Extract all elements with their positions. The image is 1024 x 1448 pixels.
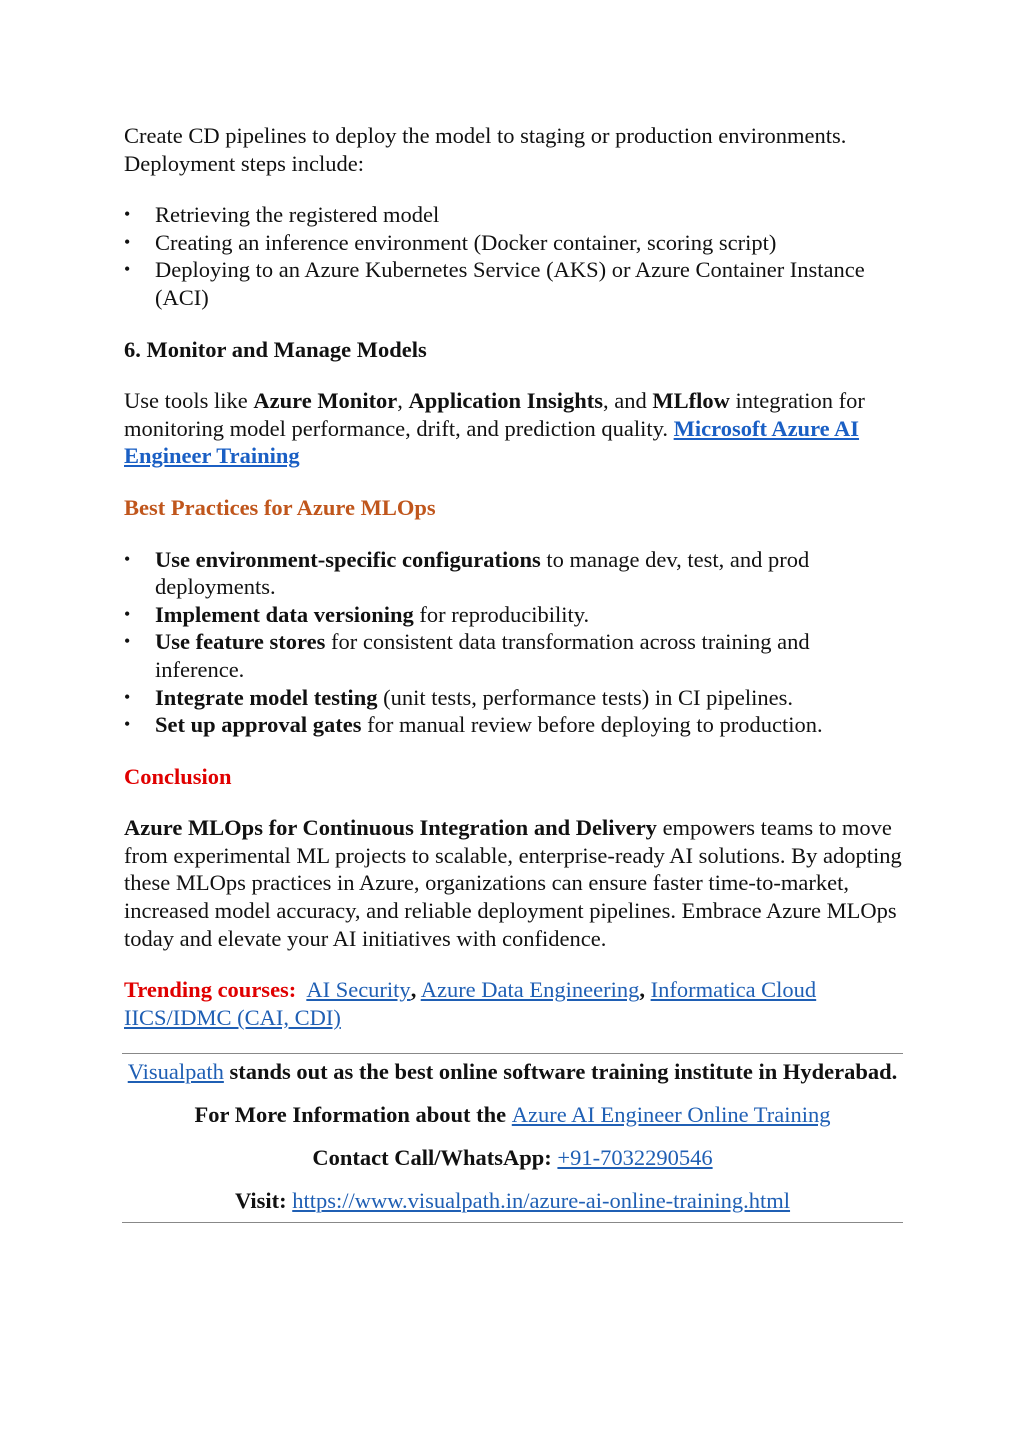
text-span: empowers teams to move from experimental ML projects to scalable, enterprise-ready AI solutions. By adopting these MLOps practices in Azure, organizations can ensure faster time-to-market, increased model accuracy, and reliable deployment pipelines. Embrace Azure MLOps today and elevate your AI initiatives with confidence.	[124, 815, 902, 951]
bold-term: Integrate model testing	[155, 684, 378, 710]
footer-line-info	[122, 1100, 903, 1130]
footer-line-visit	[122, 1186, 903, 1216]
list-item: • Deploying to an Azure Kubernetes Service (AKS) or Azure Container Instance (ACI)	[124, 256, 904, 311]
text-span: to manage dev, test, and prod deployments.	[155, 546, 810, 600]
bold-term: Implement data versioning	[155, 601, 414, 627]
text-span: , and	[602, 388, 653, 414]
phone-link[interactable]: +91-7032290546	[557, 1145, 713, 1170]
informatica-cloud-link[interactable]: Informatica Cloud IICS/IDMC (CAI, CDI)	[124, 977, 817, 1030]
list-item: • Creating an inference environment (Docker container, scoring script)	[124, 229, 904, 257]
trending-courses	[124, 976, 904, 1031]
section-heading-monitor: 6. Monitor and Manage Models	[124, 336, 427, 362]
website-link[interactable]: https://www.visualpath.in/azure-ai-online-training.html	[292, 1188, 791, 1213]
monitor-paragraph	[124, 387, 904, 470]
conclusion-heading: Conclusion	[124, 763, 232, 789]
trending-label: Trending courses:	[124, 977, 297, 1003]
visualpath-link[interactable]: Visualpath	[127, 1059, 224, 1084]
azure-data-engineering-link[interactable]: Azure Data Engineering	[420, 977, 640, 1003]
footer-text: stands out as the best online software training institute in Hyderabad.	[223, 1059, 898, 1084]
list-item	[124, 546, 904, 601]
best-practices-list	[124, 546, 904, 739]
deploy-steps-list	[124, 201, 904, 311]
list-item: • Retrieving the registered model	[124, 201, 904, 229]
text-span: (unit tests, performance tests) in CI pipelines.	[377, 684, 793, 710]
footer-label: Visit:	[234, 1188, 293, 1213]
azure-ai-engineer-online-training-link[interactable]: Azure AI Engineer Online Training	[511, 1102, 831, 1127]
list-item	[124, 684, 904, 712]
bold-term: Use feature stores	[155, 629, 326, 655]
footer-label: Contact Call/WhatsApp:	[312, 1145, 558, 1170]
separator: ,	[639, 977, 645, 1003]
contact-footer	[122, 1053, 903, 1223]
best-practices-heading: Best Practices for Azure MLOps	[124, 494, 436, 520]
conclusion-paragraph	[124, 814, 904, 952]
list-item	[124, 711, 904, 739]
text-span: for reproducibility.	[413, 601, 590, 627]
bold-term: Azure Monitor	[253, 388, 398, 414]
list-item	[124, 601, 904, 629]
text-span: integration for monitoring model performance, drift, and prediction quality.	[124, 388, 865, 441]
azure-ai-engineer-training-link[interactable]: Microsoft Azure AI Engineer Training	[124, 415, 860, 469]
bold-term: Azure MLOps for Continuous Integration and Delivery	[124, 815, 657, 841]
bold-term: Application Insights	[408, 388, 603, 414]
list-item	[124, 628, 904, 683]
footer-line-institute	[122, 1057, 903, 1087]
bold-term: MLflow	[652, 388, 730, 414]
footer-line-contact	[122, 1143, 903, 1173]
document-body	[124, 122, 904, 1031]
text-span: for consistent data transformation across training and inference.	[155, 629, 810, 682]
text-span: ,	[397, 388, 409, 414]
text-span: for manual review before deploying to production.	[361, 712, 823, 738]
bold-term: Set up approval gates	[155, 712, 362, 738]
footer-label: For More Information about the	[194, 1102, 512, 1127]
intro-paragraph: Create CD pipelines to deploy the model to staging or production environments. Deployment steps include:	[124, 123, 847, 176]
ai-security-link[interactable]: AI Security	[306, 977, 411, 1003]
text-span: Use tools like	[124, 388, 254, 414]
bold-term: Use environment-specific configurations	[155, 546, 541, 572]
separator: ,	[410, 977, 417, 1003]
